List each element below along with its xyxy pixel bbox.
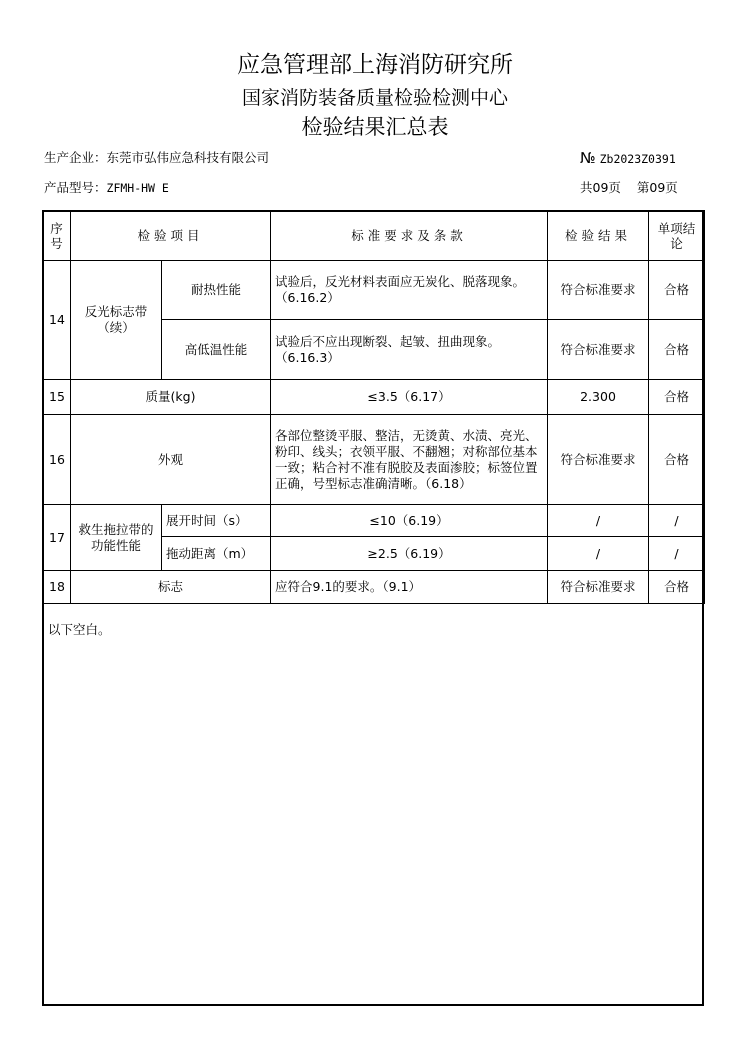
conclusion-value: 合格 [649, 571, 705, 604]
results-table [42, 210, 705, 604]
row-number: 18 [43, 571, 71, 604]
requirement-text: 试验后，反光材料表面应无炭化、脱落现象。（6.16.2） [271, 261, 548, 320]
header-requirement: 标准要求及条款 [271, 211, 548, 261]
result-value: / [548, 505, 649, 537]
item-name: 外观 [71, 415, 271, 505]
table-row [43, 505, 705, 537]
total-pages: 共09页 [580, 180, 621, 195]
org-title: 应急管理部上海消防研究所 [237, 52, 513, 78]
conclusion-value: / [649, 537, 705, 571]
requirement-text: 试验后不应出现断裂、起皱、扭曲现象。（6.16.3） [271, 320, 548, 380]
current-page: 第09页 [636, 180, 678, 195]
item-group: 反光标志带（续） [71, 261, 162, 380]
conclusion-value: 合格 [649, 415, 705, 505]
table-row [43, 380, 705, 415]
table-row [43, 415, 705, 505]
table-row [43, 261, 705, 320]
result-value: / [548, 537, 649, 571]
report-number-value: Zb2023Z0391 [599, 152, 676, 166]
result-value: 符合标准要求 [548, 320, 649, 380]
report-number-label: № [580, 149, 596, 167]
result-value: 符合标准要求 [548, 571, 649, 604]
header-item: 检验项目 [71, 211, 271, 261]
result-value: 符合标准要求 [548, 261, 649, 320]
item-name: 高低温性能 [162, 320, 271, 380]
table-row [43, 571, 705, 604]
manufacturer-line [44, 150, 269, 166]
row-number: 16 [43, 415, 71, 505]
requirement-text: 各部位整烫平服、整洁，无烫黄、水渍、亮光、粉印、线头；衣领平服、不翻翘；对称部位基本一致；粘合衬不准有脱胶及表面渗胶；标签位置正确，号型标志准确清晰。（6.18） [271, 415, 548, 505]
manufacturer-label: 生产企业： [44, 150, 107, 165]
item-name: 耐热性能 [162, 261, 271, 320]
result-value: 符合标准要求 [548, 415, 649, 505]
center-title: 国家消防装备质量检验检测中心 [241, 87, 508, 109]
requirement-text: 应符合9.1的要求。（9.1） [271, 571, 548, 604]
blank-below-note: 以下空白。 [48, 622, 111, 637]
item-name: 标志 [71, 571, 271, 604]
document-title: 检验结果汇总表 [301, 115, 449, 139]
header-conclusion: 单项结论 [649, 211, 705, 261]
manufacturer-value: 东莞市弘伟应急科技有限公司 [106, 150, 270, 165]
conclusion-value: / [649, 505, 705, 537]
header-result: 检验结果 [548, 211, 649, 261]
row-number: 15 [43, 380, 71, 415]
model-value: ZFMH-HW E [106, 181, 169, 195]
item-name: 展开时间（s） [162, 505, 271, 537]
header-seq: 序号 [43, 211, 71, 261]
item-name: 拖动距离（m） [162, 537, 271, 571]
requirement-text: ≤3.5（6.17） [271, 380, 548, 415]
report-number [580, 150, 676, 167]
table-header [43, 211, 705, 261]
requirement-text: ≥2.5（6.19） [271, 537, 548, 571]
row-number: 14 [43, 261, 71, 380]
page-info [580, 180, 678, 196]
result-value: 2.300 [548, 380, 649, 415]
conclusion-value: 合格 [649, 320, 705, 380]
row-number: 17 [43, 505, 71, 571]
item-name: 质量(kg) [71, 380, 271, 415]
requirement-text: ≤10（6.19） [271, 505, 548, 537]
model-line [44, 180, 169, 196]
model-label: 产品型号： [44, 180, 107, 195]
conclusion-value: 合格 [649, 261, 705, 320]
conclusion-value: 合格 [649, 380, 705, 415]
item-group: 救生拖拉带的功能性能 [71, 505, 162, 571]
